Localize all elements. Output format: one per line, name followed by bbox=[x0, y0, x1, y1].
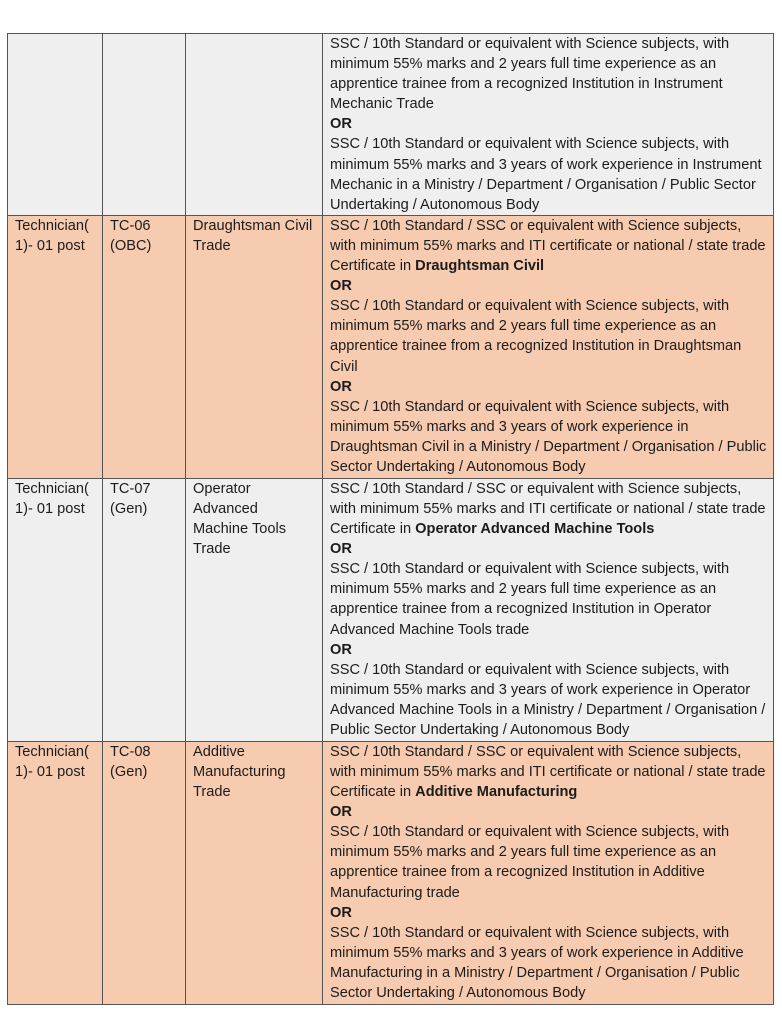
table-row bbox=[8, 478, 774, 741]
option-1-text: SSC / 10th Standard / SSC or equivalent with Science subjects, with minimum 55% marks and ITI certificate or national / state trade Certificate in bbox=[330, 480, 766, 538]
or-separator: OR bbox=[330, 904, 352, 921]
table-row bbox=[8, 215, 774, 478]
qualification-cell bbox=[323, 34, 774, 216]
table-row bbox=[8, 34, 774, 216]
qualification-option-2: SSC / 10th Standard or equivalent with Science subjects, with minimum 55% marks and 2 years full time experience as an apprentice trainee from a recognized Institution in Instrument Mechanic Trade bbox=[330, 36, 730, 113]
trade-name-bold: Additive Manufacturing bbox=[415, 784, 578, 801]
qualification-option-3: SSC / 10th Standard or equivalent with Science subjects, with minimum 55% marks and 3 years of work experience in Operator Advanced Machine Tools in a Ministry / Department / Organisation / Public Sector Undertaking / Autonomous Body bbox=[330, 661, 766, 738]
trade-cell bbox=[186, 478, 323, 741]
post-cell bbox=[8, 478, 103, 741]
or-separator: OR bbox=[330, 641, 352, 658]
qualification-option-1 bbox=[330, 479, 767, 539]
code-text: TC-07 (Gen) bbox=[110, 480, 151, 517]
trade-text: Operator Advanced Machine Tools Trade bbox=[193, 480, 287, 558]
or-separator: OR bbox=[330, 278, 352, 295]
or-separator: OR bbox=[330, 378, 352, 395]
code-cell bbox=[103, 215, 186, 478]
qualification-option-3: SSC / 10th Standard or equivalent with Science subjects, with minimum 55% marks and 3 years of work experience in Additive Manufacturing in a Ministry / Department / Organisation / Public Sector Undertaking / Autonomous Body bbox=[330, 924, 744, 1001]
qualification-cell bbox=[323, 478, 774, 741]
trade-cell bbox=[186, 741, 323, 1004]
qualification-cell bbox=[323, 741, 774, 1004]
qualification-option-1 bbox=[330, 742, 767, 802]
qualification-option-3: SSC / 10th Standard or equivalent with Science subjects, with minimum 55% marks and 3 years of work experience in Draughtsman Civil in a Ministry / Department / Organisation / Public Sector Undertaking / Autonomous Body bbox=[330, 398, 767, 475]
qualification-table bbox=[7, 33, 774, 1005]
qualification-option-2: SSC / 10th Standard or equivalent with Science subjects, with minimum 55% marks and 2 years full time experience as an apprentice trainee from a recognized Institution in Additive Manufacturing trade bbox=[330, 824, 730, 901]
trade-name-bold: Operator Advanced Machine Tools bbox=[415, 521, 655, 538]
post-text: Technician( 1)- 01 post bbox=[15, 217, 89, 254]
trade-text: Draughtsman Civil Trade bbox=[193, 217, 313, 254]
post-cell bbox=[8, 34, 103, 216]
code-cell bbox=[103, 34, 186, 216]
or-separator: OR bbox=[330, 541, 352, 558]
qualification-option-3: SSC / 10th Standard or equivalent with Science subjects, with minimum 55% marks and 3 years of work experience in Instrument Mechanic in a Ministry / Department / Organisation / Public Sector Undertaking / Autonomous Body bbox=[330, 136, 762, 213]
table-row bbox=[8, 741, 774, 1004]
qualification-cell bbox=[323, 215, 774, 478]
option-1-text: SSC / 10th Standard / SSC or equivalent with Science subjects, with minimum 55% marks and ITI certificate or national / state trade Certificate in bbox=[330, 743, 766, 801]
qualification-option-2: SSC / 10th Standard or equivalent with Science subjects, with minimum 55% marks and 2 years full time experience as an apprentice trainee from a recognized Institution in Draughtsman Civil bbox=[330, 298, 742, 375]
option-1-text: SSC / 10th Standard / SSC or equivalent with Science subjects, with minimum 55% marks and ITI certificate or national / state trade Certificate in bbox=[330, 217, 766, 275]
or-separator: OR bbox=[330, 804, 352, 821]
code-cell bbox=[103, 478, 186, 741]
code-text: TC-06 (OBC) bbox=[110, 217, 152, 254]
qualification-option-1 bbox=[330, 216, 767, 276]
code-text: TC-08 (Gen) bbox=[110, 743, 151, 780]
trade-cell bbox=[186, 215, 323, 478]
trade-text: Additive Manufacturing Trade bbox=[193, 743, 286, 801]
post-cell bbox=[8, 215, 103, 478]
or-separator: OR bbox=[330, 116, 352, 133]
post-cell bbox=[8, 741, 103, 1004]
post-text: Technician( 1)- 01 post bbox=[15, 743, 89, 780]
trade-cell bbox=[186, 34, 323, 216]
trade-name-bold: Draughtsman Civil bbox=[415, 258, 545, 275]
post-text: Technician( 1)- 01 post bbox=[15, 480, 89, 517]
qualification-option-2: SSC / 10th Standard or equivalent with Science subjects, with minimum 55% marks and 2 years full time experience as an apprentice trainee from a recognized Institution in Operator Advanced Machine Tools trade bbox=[330, 561, 730, 638]
code-cell bbox=[103, 741, 186, 1004]
